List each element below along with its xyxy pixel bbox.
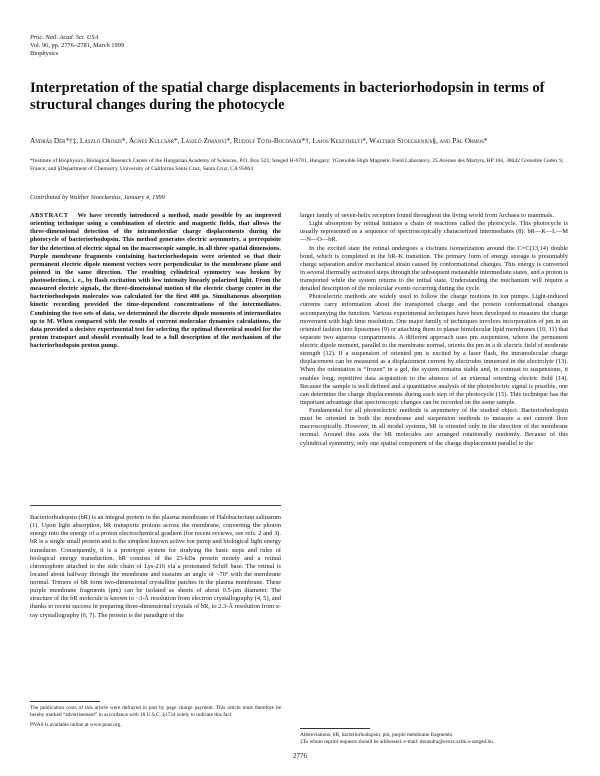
abstract-label: ABSTRACT — [30, 212, 69, 219]
journal-volume: Vol. 96, pp. 2776–2781, March 1999 — [30, 42, 125, 49]
journal-section: Biophysics — [30, 50, 59, 57]
affiliations: *Institute of Biophysics, Biological Research Center of the Hungarian Academy of Sciences, P.O. Box 521, Szeged H-6701, Hungary; †Grenoble High Magnetic Field Laboratory, 25 Avenue des Martyrs, BP 166, 38042 Grenoble Cedex 9, France; and §Department of Chemistry, University of California Santa Cruz, Santa Cruz, CA 95064 — [30, 158, 564, 172]
body-paragraph: Bacteriorhodopsin (bR) is an integral protein in the plasma membrane of Halobacterium salinarum (1). Upon light absorption, bR transports protons across the membrane, converting the photon energy into the energy of a proton electrochemical gradient (for recent reviews, see refs. 2 and 3). bR is a single small protein and is the simplest known active ion pump and biological light energy transducer. Consequently, it is a prototype system for studying the basic steps and rules of biological energy transduction. bR consists of the 23-kDa protein moiety and a retinal chromophore attached to the side chain of Lys-216 via a protonated Schiff base. The retinal is located about halfway through the membrane and sustains an angle of ~70° with the membrane normal. Trimers of bR form two-dimensional crystalline patches in the plasma membrane. These purple membrane fragments (pm) can be isolated as sheets of about 0.5-μm diameter. The structure of the bR molecule is known to ~3-Å resolution from electron crystallography (4, 5), and thanks to recent success in preparing three-dimensional crystals of bR, to 2.3-Å resolution from x-ray crystallography (6, 7). The protein is the paradigm of the — [30, 514, 281, 619]
body-paragraph: Fundamental for all photoelectric methods is asymmetry of the studied object. Bacteriorhodopsin must be oriented in both the membrane and suspension methods to measure a net current flow macroscopically. However, in all model systems, bR is oriented only in the direction of the membrane normal. Around this axis the bR molecules are arranged rotationally randomly. Because of this cylindrical symmetry, only one spatial component of the charge displacement parallel to the — [300, 407, 568, 447]
page-number: 2776 — [293, 752, 307, 760]
abstract-paragraph — [30, 212, 281, 350]
abstract-divider — [30, 505, 281, 506]
abbreviations-note: Abbreviations: bR, bacteriorhodopsin; pm, purple membrane fragments. — [300, 732, 454, 738]
contributed-by: Contributed by Walther Stoeckenius, January 4, 1999 — [30, 194, 165, 201]
footnote-divider — [300, 728, 370, 729]
body-paragraph: In the excited state the retinal undergoes a cis/trans isomerization around the C=C(13,14) double bond, which is completed in the bR–K transition. The primary form of energy storage is presumably charge separation and/or mechanical strain caused by conformational changes. This energy is converted in several thermally activated steps through the subsequent metastable intermediate states, and a proton is transported while the system returns to the initial state. Understanding the mechanism will require a detailed description of the molecular events occurring during the cycle. — [300, 244, 568, 293]
footnote-left — [30, 705, 281, 732]
footnote-divider — [30, 701, 100, 702]
publication-costs-note: The publication costs of this article were defrayed in part by page charge payment. This article must therefore be hereby marked “advertisement” in accordance with 18 U.S.C. §1734 solely to indicate this fact. — [30, 705, 281, 718]
left-column-body — [30, 514, 281, 620]
journal-name: Proc. Natl. Acad. Sci. USA — [30, 34, 99, 41]
abstract-text: We have recently introduced a method, made possible by an improved orienting technique using a combination of electric and magnetic fields, that allows the three-dimensional detection of the intramolecular charge displacements during the photocycle of bacteriorhodopsin. This method generates electric asymmetry, a prerequisite for the detection of electric signal on the macroscopic sample, in all three spatial dimensions. Purple membrane fragments containing bacteriorhodopsin were oriented so that their permanent electric dipole moment vectors were perpendicular to the membrane plane and pointed in the same direction. The resulting cylindrical symmetry was broken by photoselection, i. e., by flash excitation with low intensity linearly polarized light. From the measured electric signals, the three-dimensional motion of the electric charge center in the bacteriorhodopsin molecules was calculated for the first 400 μs. Simultaneous absorption kinetic recording provided the time-dependent concentrations of the intermediates. Combining the two sets of data, we determined the discrete dipole moments of intermediates up to M. When compared with the results of current molecular dynamics calculations, the data provided a decisive experimental test for selecting the optimal theoretical model for the proton transport and should eventually lead to a full description of the mechanism of the bacteriorhodopsin proton pump. — [30, 212, 281, 349]
right-column-body — [300, 212, 568, 448]
paper-title: Interpretation of the spatial charge displacements in bacteriorhodopsin in terms of structural changes during the photocycle — [30, 80, 545, 113]
body-paragraph: larger family of seven-helix receptors found throughout the living world from Archaea to mammals. — [300, 212, 554, 219]
journal-header — [30, 34, 230, 58]
footnote-right — [300, 732, 568, 746]
body-paragraph: Light absorption by retinal initiates a chain of reactions called the photocycle. This photocycle is usually represented as a sequence of spectroscopically characterized intermediates (8): bR—K—L—M—N—O—bR. — [300, 220, 568, 244]
reprint-request-note: ‡To whom reprint requests should be addressed. e-mail: derandra@everx.szbk.u-szeged.hu. — [300, 739, 495, 745]
author-list: András Dér*†‡, László Oroszi*, Ágnes Kulcsár*, László Zimányi*, Rudolf Tóth-Boconádi*†, Lajos Keszthelyi*, Walther Stoeckenius§, and Pál Ormos* — [30, 137, 488, 145]
body-paragraph: Photoelectric methods are widely used to follow the charge motions in ion pumps. Light-induced currents carry information about the transported charge and the protein conformational changes accompanying the function. Various experimental techniques have been developed to measure the charge movement with high time resolution. One major family of techniques involves incorporation of pm in an oriented fashion into liposomes (9) or attaching them to planar bimolecular lipid membranes (10, 11) that separate two aqueous compartments. A different approach uses pm suspension, where the permanent electric dipole moment, parallel to the membrane normal, orients the pm in a dc electric field of moderate strength (12). If a suspension of oriented pm is excited by a laser flash, the intramolecular charge displacement can be measured as a displacement current by electrodes immersed in the electrolyte (13). When the orientation is “frozen” in a gel, the system remains stable and, in contrast to suspensions, it enables long, repetitive data acquisition in the absence of an external orienting electric field (14). Because the sample is well defined and a quantitative analysis of the photoelectric signal is possible, one can determine the charge displacements during each step of the photocycle (15). This technique has the important advantage that spectroscopic changes can be recorded on the same sample. — [300, 293, 568, 406]
abstract — [30, 212, 281, 350]
pnas-online-note: PNAS is available online at www.pnas.org. — [30, 722, 122, 728]
